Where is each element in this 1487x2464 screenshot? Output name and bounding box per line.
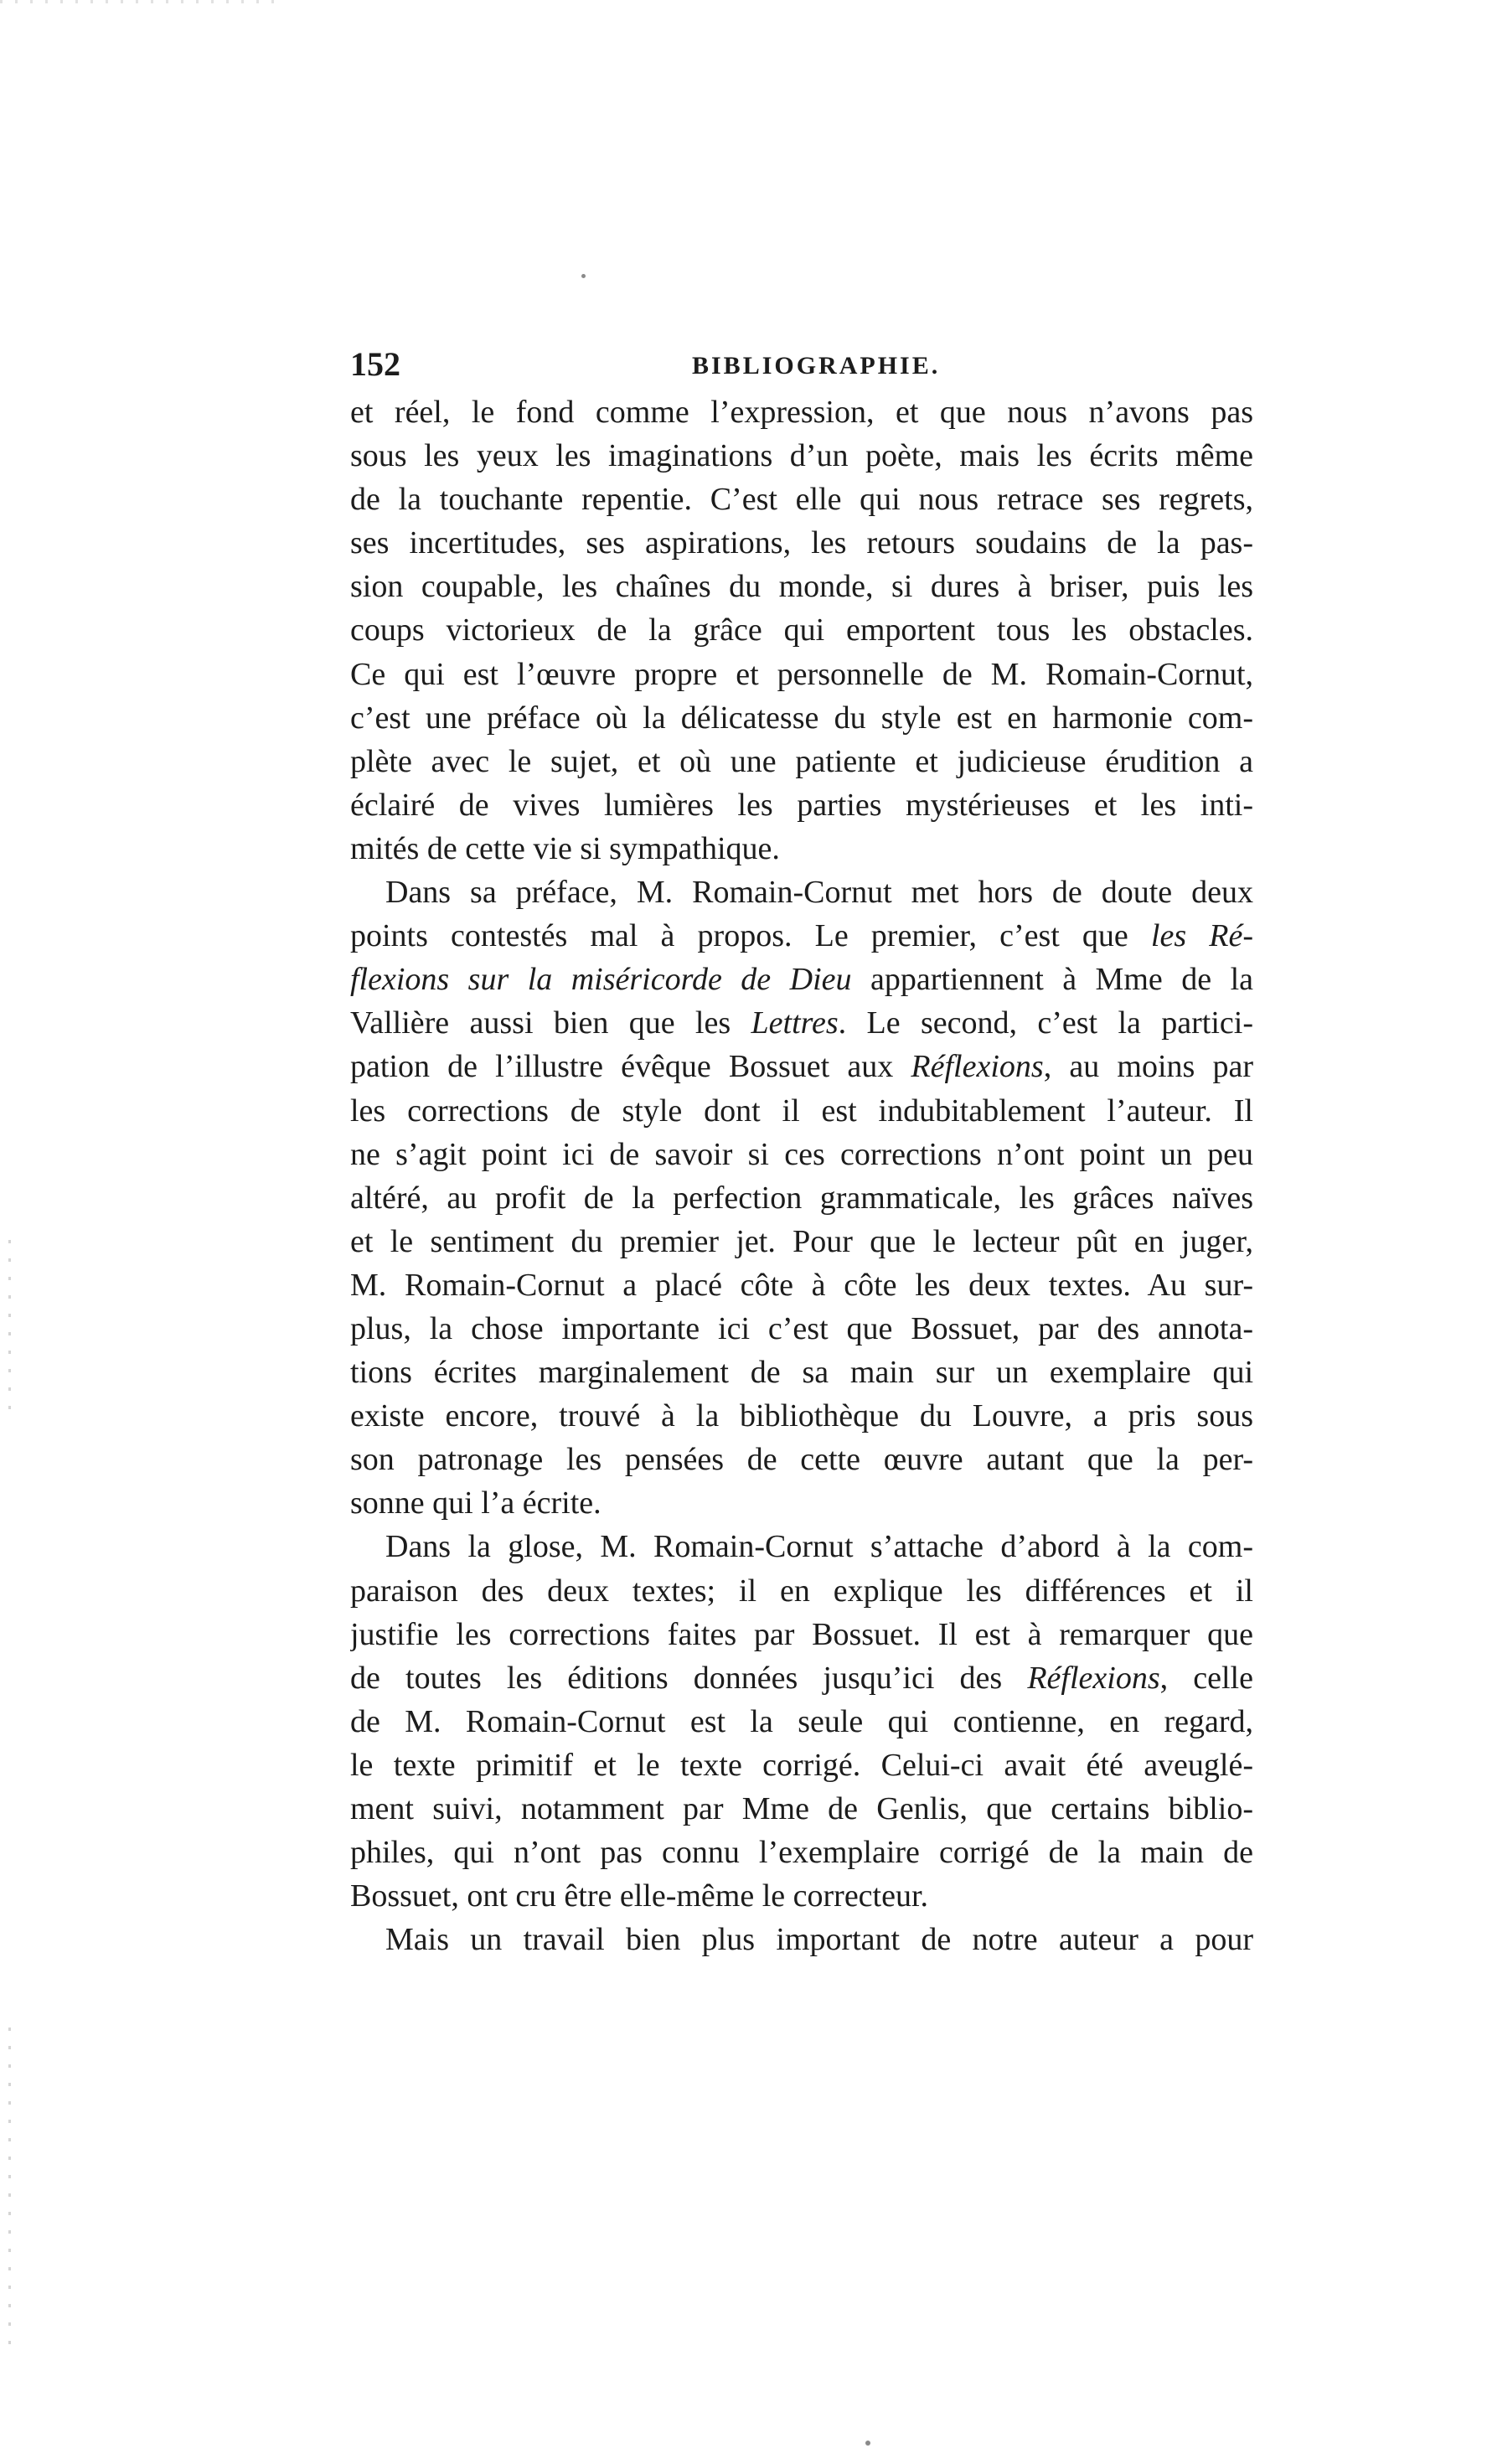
text-line: mités de cette vie si sympathique.: [350, 830, 780, 866]
italic-title: Réflexions: [911, 1049, 1044, 1085]
text-line: pation de l’illustre évêque Bossuet aux Réflexions, au moins par: [350, 1049, 1253, 1085]
text-line: ne s’agit point ici de savoir si ces corrections n’ont point un peu: [350, 1136, 1253, 1172]
text-line: c’est une préface où la délicatesse du style est en harmonie com-: [350, 700, 1253, 736]
text-line: et le sentiment du premier jet. Pour que le lecteur pût en juger,: [350, 1223, 1253, 1259]
text-line: et réel, le fond comme l’expression, et que nous n’avons pas: [350, 395, 1253, 430]
text-line: M. Romain-Cornut a placé côte à côte les deux textes. Au sur-: [350, 1267, 1253, 1303]
text-line: plus, la chose importante ici c’est que Bossuet, par des annota-: [350, 1310, 1253, 1346]
italic-title: les Ré-: [1150, 918, 1253, 954]
text-line: sion coupable, les chaînes du monde, si dures à briser, puis les: [350, 569, 1253, 605]
text-line: Vallière aussi bien que les Lettres. Le second, c’est la partici-: [350, 1005, 1253, 1041]
text-line: Mais un travail bien plus important de notre auteur a pour: [385, 1922, 1253, 1958]
text-line: Bossuet, ont cru être elle-même le correcteur.: [350, 1878, 929, 1914]
scan-speck-bottom: [865, 2441, 870, 2446]
text-line: altéré, au profit de la perfection grammaticale, les grâces naïves: [350, 1180, 1253, 1216]
running-title: BIBLIOGRAPHIE.: [692, 352, 941, 380]
text-line: Ce qui est l’œuvre propre et personnelle de M. Romain-Cornut,: [350, 656, 1253, 692]
text-line: de toutes les éditions données jusqu’ici des Réflexions, celle: [350, 1660, 1253, 1696]
scan-noise-top: [0, 0, 285, 3]
italic-title: Réflexions: [1027, 1660, 1160, 1696]
text-line: existe encore, trouvé à la bibliothèque du Louvre, a pris sous: [350, 1398, 1253, 1434]
text-line: les corrections de style dont il est indubitablement l’auteur. Il: [350, 1093, 1253, 1129]
text-line: Dans la glose, M. Romain-Cornut s’attache d’abord à la com-: [385, 1529, 1253, 1565]
text-line: coups victorieux de la grâce qui emportent tous les obstacles.: [350, 612, 1253, 648]
italic-title: Lettres: [751, 1005, 839, 1041]
scan-speck-top: [581, 274, 586, 278]
body-text: [350, 390, 1253, 1961]
text-line: Dans sa préface, M. Romain-Cornut met hors de doute deux: [385, 875, 1253, 911]
text-line: le texte primitif et le texte corrigé. Celui-ci avait été aveuglé-: [350, 1747, 1253, 1783]
text-line: tions écrites marginalement de sa main sur un exemplaire qui: [350, 1355, 1253, 1391]
text-line: points contestés mal à propos. Le premier, c’est que les Ré-: [350, 918, 1253, 954]
text-line: justifie les corrections faites par Bossuet. Il est à remarquer que: [350, 1616, 1253, 1652]
text-line: de la touchante repentie. C’est elle qui nous retrace ses regrets,: [350, 482, 1253, 518]
text-line: son patronage les pensées de cette œuvre autant que la per-: [350, 1442, 1253, 1478]
text-line: ses incertitudes, ses aspirations, les retours soudains de la pas-: [350, 525, 1253, 561]
scan-noise-margin-lower: [8, 2028, 11, 2346]
text-line: de M. Romain-Cornut est la seule qui contienne, en regard,: [350, 1703, 1253, 1739]
scan-noise-margin-upper: [8, 1240, 11, 1424]
text-line: sous les yeux les imaginations d’un poète, mais les écrits même: [350, 438, 1253, 474]
running-head: [350, 339, 1247, 390]
text-line: ment suivi, notamment par Mme de Genlis, que certains biblio-: [350, 1791, 1253, 1826]
text-line: paraison des deux textes; il en explique les différences et il: [350, 1573, 1253, 1609]
text-line: sonne qui l’a écrite.: [350, 1485, 602, 1521]
text-line: philes, qui n’ont pas connu l’exemplaire corrigé de la main de: [350, 1835, 1253, 1871]
text-line: flexions sur la miséricorde de Dieu appartiennent à Mme de la: [350, 962, 1253, 998]
text-line: éclairé de vives lumières les parties mystérieuses et les inti-: [350, 787, 1253, 823]
italic-title: flexions sur la miséricorde de Dieu: [350, 962, 852, 998]
page-number: 152: [350, 345, 400, 383]
text-line: plète avec le sujet, et où une patiente et judicieuse érudition a: [350, 743, 1253, 779]
